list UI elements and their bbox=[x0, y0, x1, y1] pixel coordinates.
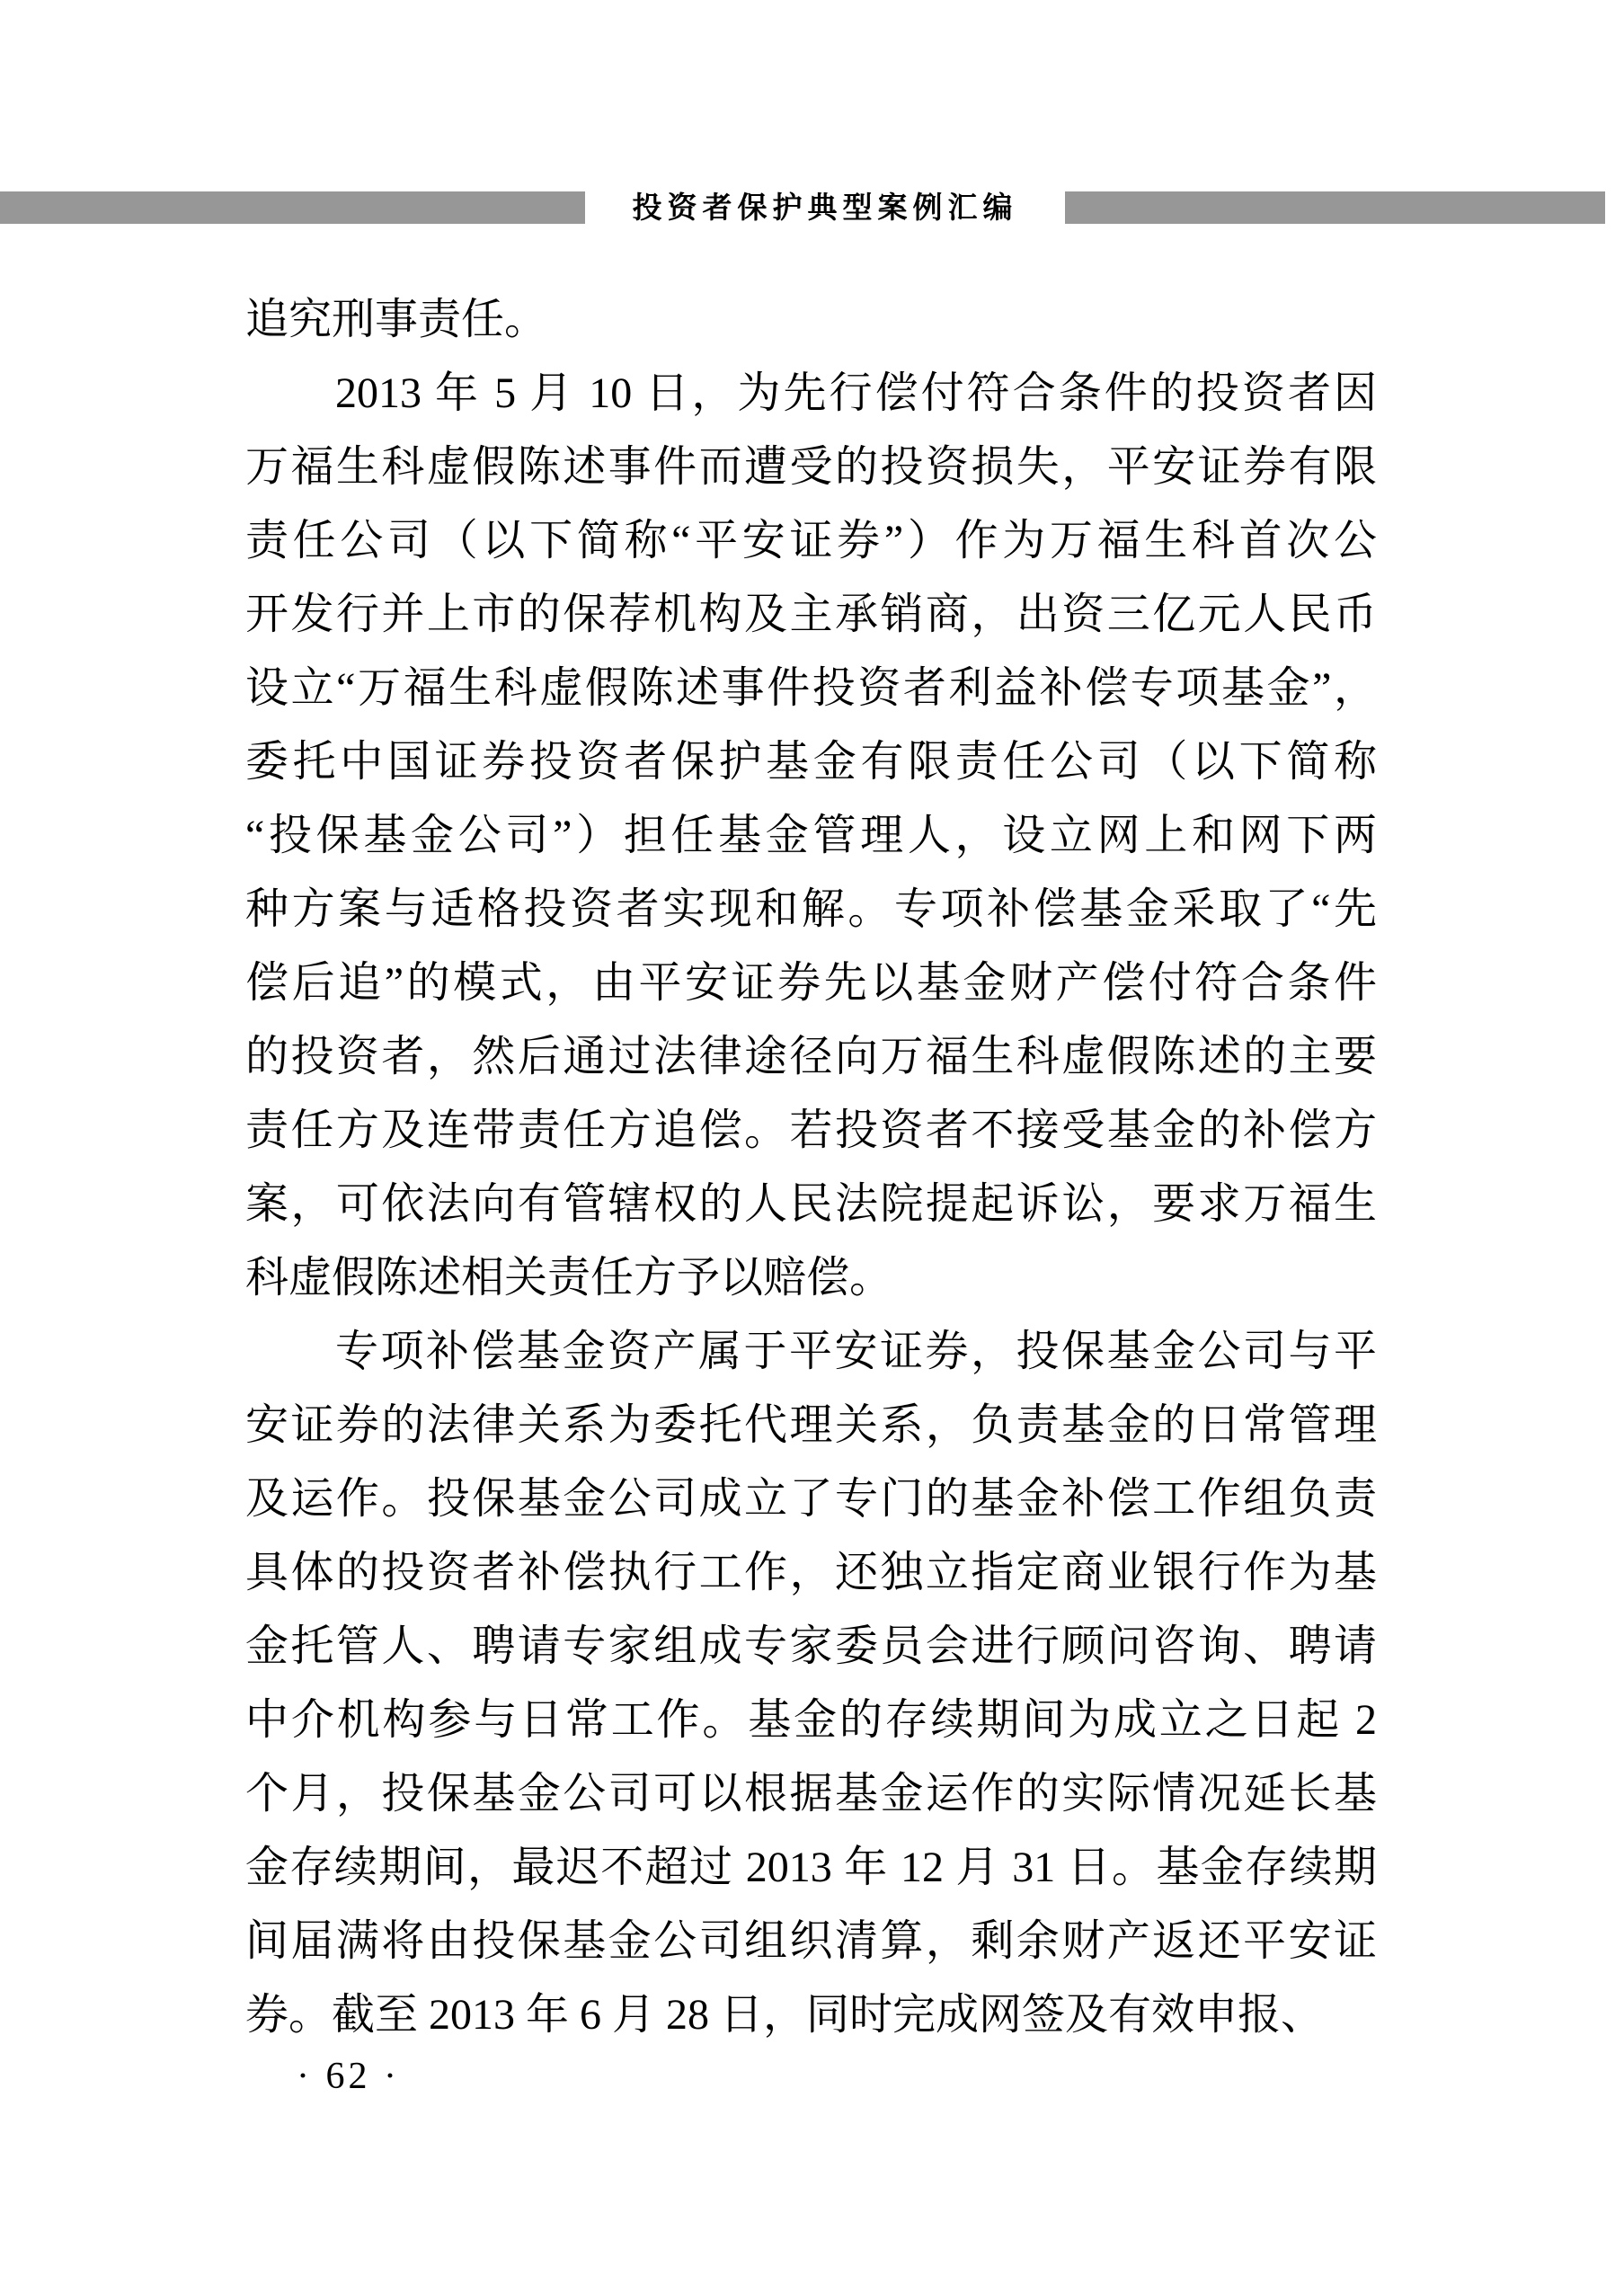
text-line: 及运作。投保基金公司成立了专门的基金补偿工作组负责 bbox=[245, 1475, 1377, 1523]
text-line: 责任公司（以下简称“平安证券”）作为万福生科首次公 bbox=[245, 517, 1377, 564]
text-line: 2013 年 5 月 10 日，为先行偿付符合条件的投资者因 bbox=[335, 369, 1377, 417]
text-line: 的投资者，然后通过法律途径向万福生科虚假陈述的主要 bbox=[245, 1033, 1377, 1080]
text-line: 偿后追”的模式，由平安证券先以基金财产偿付符合条件 bbox=[245, 959, 1377, 1007]
text-line: 案，可依法向有管辖权的人民法院提起诉讼，要求万福生 bbox=[245, 1180, 1377, 1228]
text-line: 追究刑事责任。 bbox=[245, 296, 548, 343]
page-number: · 62 · bbox=[297, 2056, 400, 2097]
text-line: 金存续期间，最迟不超过 2013 年 12 月 31 日。基金存续期 bbox=[245, 1844, 1377, 1891]
text-line: 间届满将由投保基金公司组织清算，剩余财产返还平安证 bbox=[245, 1917, 1377, 1965]
text-line: 万福生科虚假陈述事件而遭受的投资损失，平安证券有限 bbox=[245, 443, 1377, 491]
text-line: 科虚假陈述相关责任方予以赔偿。 bbox=[245, 1254, 893, 1302]
text-line: 开发行并上市的保荐机构及主承销商，出资三亿元人民币 bbox=[245, 591, 1377, 638]
text-line: 金托管人、聘请专家组成专家委员会进行顾问咨询、聘请 bbox=[245, 1622, 1377, 1670]
header-right-bar bbox=[1065, 191, 1605, 224]
running-head-title: 投资者保护典型案例汇编 bbox=[632, 191, 1018, 224]
text-line: 券。截至 2013 年 6 月 28 日，同时完成网签及有效申报、 bbox=[245, 1991, 1325, 2039]
header-left-bar bbox=[0, 191, 585, 224]
body-text bbox=[245, 283, 1377, 2052]
text-line: 责任方及连带责任方追偿。若投资者不接受基金的补偿方 bbox=[245, 1107, 1377, 1154]
text-line: 具体的投资者补偿执行工作，还独立指定商业银行作为基 bbox=[245, 1549, 1377, 1596]
text-line: 委托中国证券投资者保护基金有限责任公司（以下简称 bbox=[245, 738, 1377, 786]
text-line: 中介机构参与日常工作。基金的存续期间为成立之日起 2 bbox=[245, 1696, 1377, 1744]
text-line: 设立“万福生科虚假陈述事件投资者利益补偿专项基金”， bbox=[245, 664, 1377, 712]
text-line: 专项补偿基金资产属于平安证券，投保基金公司与平 bbox=[335, 1328, 1377, 1375]
text-line: 安证券的法律关系为委托代理关系，负责基金的日常管理 bbox=[245, 1401, 1377, 1449]
text-line: 个月，投保基金公司可以根据基金运作的实际情况延长基 bbox=[245, 1770, 1377, 1818]
text-line: “投保基金公司”）担任基金管理人，设立网上和网下两 bbox=[245, 812, 1377, 859]
text-line: 种方案与适格投资者实现和解。专项补偿基金采取了“先 bbox=[245, 885, 1377, 933]
